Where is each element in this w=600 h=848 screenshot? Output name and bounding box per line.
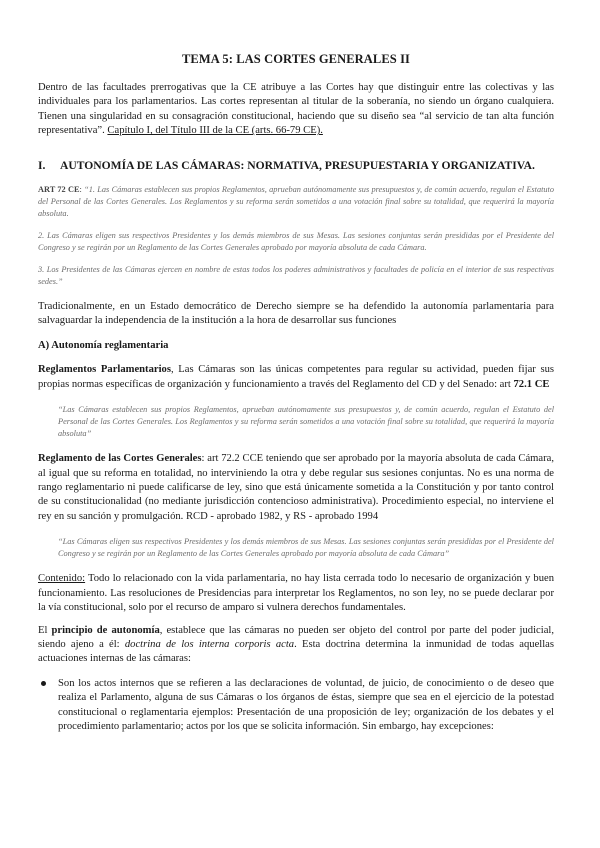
reglamentos-lead: Reglamentos Parlamentarios — [38, 364, 171, 376]
subsection-heading-a: A) Autonomía reglamentaria — [38, 340, 169, 352]
document-title: TEMA 5: LAS CORTES GENERALES II — [181, 52, 411, 66]
article-72-text-1: “1. Las Cámaras establecen sus propios Reglamentos, aprueban autónomamente sus presupuestos y, de común acuerdo, regulan el Estatuto del Personal de las Cortes Generales. Los Reglamentos y su reforma serán sometidos a una votación final sobre su totalidad, que requerirá la mayoría absoluta. — [38, 184, 554, 218]
article-72-paragraph-3: 3. Los Presidentes de las Cámaras ejercen en nombre de estas todos los poderes administrativos y facultades de policía en el interior de sus respectivas sedes.” — [38, 264, 554, 286]
bullet-icon — [41, 681, 46, 686]
principio-pre: El — [38, 624, 52, 636]
section-title: AUTONOMÍA DE LAS CÁMARAS: NORMATIVA, PRESUPUESTARIA Y ORGANIZATIVA. — [60, 158, 535, 172]
bullet-list — [38, 677, 554, 735]
article-label-separator: : — [79, 184, 85, 194]
list-item-text: Son los actos internos que se refieren a las declaraciones de voluntad, de juicio, de conocimiento o de deseo que realiza el Parlamento, alguna de sus Cámaras o los órganos de éstas, siempre que sea en el ejercicio de la potestad constitucional o reglamentaria ejemplos: Presentación de una proposición de ley; organización de los debates y el procedimiento parlamentario; actos por los que se solicita información. Sin embargo, hay excepciones: — [58, 677, 554, 732]
tradicional-paragraph: Tradicionalmente, en un Estado democrático de Derecho siempre se ha defendido la autonomía parlamentaria para salvaguardar la independencia de la institución a la hora de desarrollar sus funciones — [38, 300, 554, 327]
reglamento-cortes-text: : art 72.2 CCE teniendo que ser aprobado por la mayoría absoluta de cada Cámara, al igual que su reforma en totalidad, no interviniendo la otra y debe regular sus sesiones conjuntas. No es una norma de rango reglamentario ni puede calificarse de ley, sino que está únicamente sometida a la Constitución y por tanto control de su constitucionalidad (no mediante jurisdicción contencioso administrativa). Procedimiento especial, no interviene el rey en su sanción y promulgación. RCD - aprobado 1982, y RS - aprobado 1994 — [38, 453, 554, 522]
list-item — [38, 677, 554, 735]
article-label: ART 72 CE — [38, 184, 80, 194]
reglamentos-reference: 72.1 CE — [513, 378, 550, 390]
reglamento-cortes-paragraph — [38, 452, 554, 524]
reglamentos-text: , Las Cámaras son las únicas competentes para regular su actividad, pueden fijar sus propias normas específicas de organización y funcionamiento a través del Reglamento del CD y del Senado: art — [38, 364, 555, 390]
intro-reference: Capítulo I, del Título III de la CE (arts. 66-79 CE). — [107, 125, 323, 137]
intro-text: Dentro de las facultades prerrogativas que la CE atribuye a las Cortes hay que distinguir entre las colectivas y las individuales para los parlamentarios. Las cortes representan al titular de la soberanía, no siendo un órgano cualquiera. Tienen una singularidad en su consagración constitucional, haciendo que su diseño sea “al servicio de tan alta función representativa”. — [38, 82, 554, 137]
principio-text: , establece que las cámaras no pueden ser objeto del control por parte del poder judicial, siendo ajeno a él: — [38, 624, 554, 650]
article-72-paragraph-2: 2. Las Cámaras eligen sus respectivos Presidentes y los demás miembros de sus Mesas. Las sesiones conjuntas serán presididas por el Presidente del Congreso y se regirán por un Reglamento de las Cortes Generales aprobado por mayoría absoluta de cada Cámara. — [38, 230, 554, 252]
principio-lead: principio de autonomía — [51, 624, 160, 636]
principio-post: . Esta doctrina determina la inmunidad de todas aquellas actuaciones internas de las cámaras: — [38, 638, 554, 665]
contenido-text: Todo lo relacionado con la vida parlamentaria, no hay lista cerrada todo lo necesario de organización y buen funcionamiento. Las resoluciones de Presidencias para interpretar los Reglamentos, no son ley, no se puede declarar por la vía constitucional, solo por el recurso de amparo si vulnera derechos fundamentales. — [38, 573, 554, 614]
contenido-paragraph — [38, 572, 554, 615]
reglamento-cortes-lead: Reglamento de las Cortes Generales — [38, 453, 202, 465]
blockquote-art-72-1: “Las Cámaras establecen sus propios Reglamentos, aprueban autónomamente sus presupuestos y, de común acuerdo, regulan el Estatuto del Personal de las Cortes Generales. Los Reglamentos y su reforma serán sometidos a una votación final sobre su totalidad, que requerirá la mayoría absoluta” — [58, 405, 554, 439]
principio-paragraph — [38, 624, 554, 667]
intro-paragraph — [38, 81, 554, 139]
contenido-lead: Contenido: — [38, 573, 86, 585]
reglamentos-paragraph — [38, 363, 554, 392]
doctrina-term: doctrina de los interna corporis acta — [124, 638, 295, 650]
section-number: I. — [38, 158, 46, 172]
article-72-paragraph-1 — [38, 184, 554, 220]
blockquote-art-72-2: “Las Cámaras eligen sus respectivos Presidentes y los demás miembros de sus Mesas. Las sesiones conjuntas serán presididas por el Presidente del Congreso y se regirán por un Reglamento de las Cortes Generales aprobado por mayoría absoluta de cada Cámara” — [58, 537, 554, 559]
section-heading — [38, 159, 554, 172]
